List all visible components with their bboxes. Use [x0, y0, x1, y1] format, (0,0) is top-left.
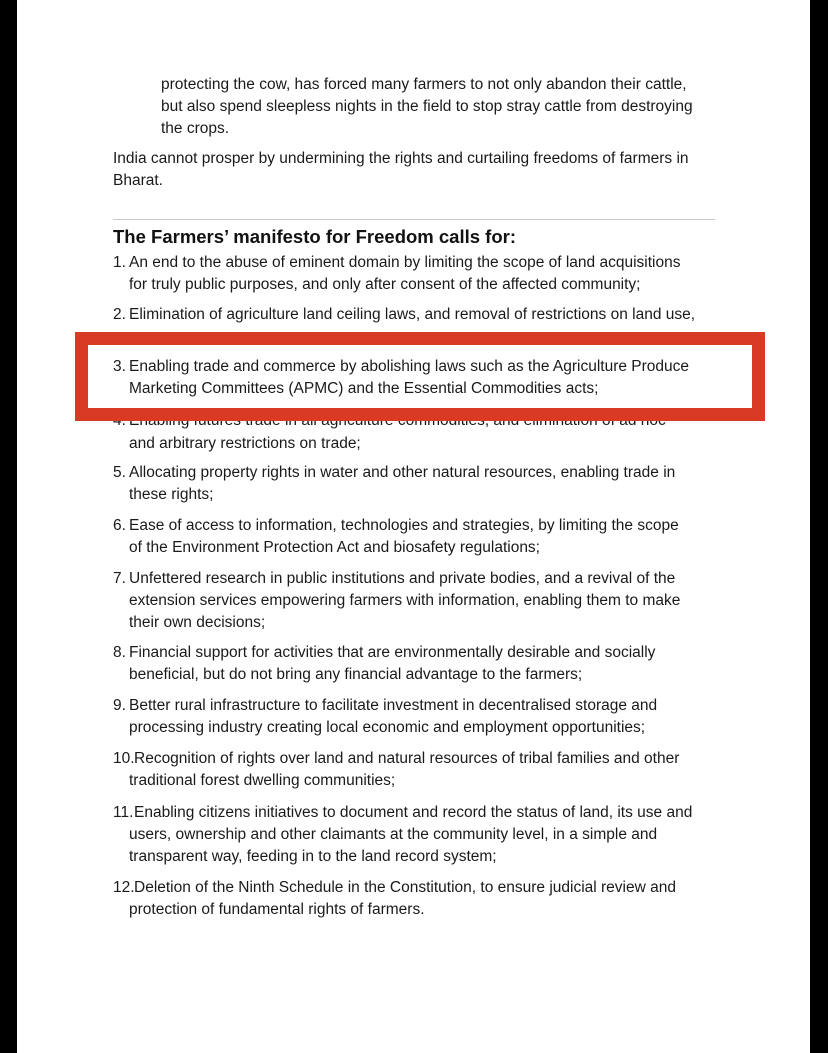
- manifesto-heading: The Farmers’ manifesto for Freedom calls for:: [113, 226, 516, 247]
- list-item-7-line-1: Unfettered research in public institutions and private bodies, and a revival of the: [129, 570, 676, 587]
- list-item-3-line-1: Enabling trade and commerce by abolishing laws such as the Agriculture Produce: [129, 358, 690, 375]
- list-item-6-number: 6.: [113, 517, 126, 534]
- section-divider: [113, 219, 715, 220]
- list-item-3-number: 3.: [113, 358, 126, 375]
- list-item-12-line-2: protection of fundamental rights of farmers.: [129, 901, 425, 918]
- list-item-5-line-2: these rights;: [129, 486, 214, 503]
- list-item-1-line-2: for truly public purposes, and only after consent of the affected community;: [129, 276, 641, 293]
- list-item-4-line-2: and arbitrary restrictions on trade;: [129, 435, 361, 452]
- list-item-11-line-2: users, ownership and other claimants at the community level, in a simple and: [129, 826, 658, 843]
- document-page: [17, 0, 810, 1053]
- closing-paragraph-line-2: Bharat.: [113, 172, 163, 189]
- list-item-5-line-1: Allocating property rights in water and other natural resources, enabling trade in: [129, 464, 676, 481]
- list-item-7-number: 7.: [113, 570, 126, 587]
- list-item-10-number: 10.: [113, 750, 135, 767]
- list-item-9-line-1: Better rural infrastructure to facilitate investment in decentralised storage and: [129, 697, 658, 714]
- list-item-7-line-2: extension services empowering farmers with information, enabling them to make: [129, 592, 681, 609]
- list-item-2-number: 2.: [113, 306, 126, 323]
- list-item-6-line-1: Ease of access to information, technologies and strategies, by limiting the scope: [129, 517, 679, 534]
- list-item-6-line-2: of the Environment Protection Act and biosafety regulations;: [129, 539, 540, 556]
- list-item-1-line-1: An end to the abuse of eminent domain by limiting the scope of land acquisitions: [129, 254, 681, 271]
- list-item-3-line-2: Marketing Committees (APMC) and the Essential Commodities acts;: [129, 380, 599, 397]
- list-item-12-line-1: Deletion of the Ninth Schedule in the Constitution, to ensure judicial review and: [134, 879, 676, 896]
- list-item-10-line-2: traditional forest dwelling communities;: [129, 772, 396, 789]
- list-item-12-number: 12.: [113, 879, 135, 896]
- list-item-11-line-3: transparent way, feeding in to the land record system;: [129, 848, 497, 865]
- list-item-9-number: 9.: [113, 697, 126, 714]
- list-item-7-line-3: their own decisions;: [129, 614, 266, 631]
- list-item-8-line-2: beneficial, but do not bring any financial advantage to the farmers;: [129, 666, 583, 683]
- list-item-8-number: 8.: [113, 644, 126, 661]
- intro-bullet-line-2: but also spend sleepless nights in the field to stop stray cattle from destroying: [161, 98, 693, 115]
- list-item-8-line-1: Financial support for activities that are environmentally desirable and socially: [129, 644, 656, 661]
- list-item-1-number: 1.: [113, 254, 126, 271]
- list-item-2-line-1: Elimination of agriculture land ceiling laws, and removal of restrictions on land use,: [129, 306, 696, 323]
- list-item-11-line-1: Enabling citizens initiatives to document and record the status of land, its use and: [134, 804, 693, 821]
- list-item-11-number: 11.: [113, 804, 134, 821]
- closing-paragraph-line-1: India cannot prosper by undermining the rights and curtailing freedoms of farmers in: [113, 150, 689, 167]
- list-item-10-line-1: Recognition of rights over land and natural resources of tribal families and other: [134, 750, 680, 767]
- intro-bullet-line-3: the crops.: [161, 120, 230, 137]
- list-item-9-line-2: processing industry creating local economic and employment opportunities;: [129, 719, 646, 736]
- intro-bullet-line-1: protecting the cow, has forced many farmers to not only abandon their cattle,: [161, 76, 687, 93]
- list-item-5-number: 5.: [113, 464, 126, 481]
